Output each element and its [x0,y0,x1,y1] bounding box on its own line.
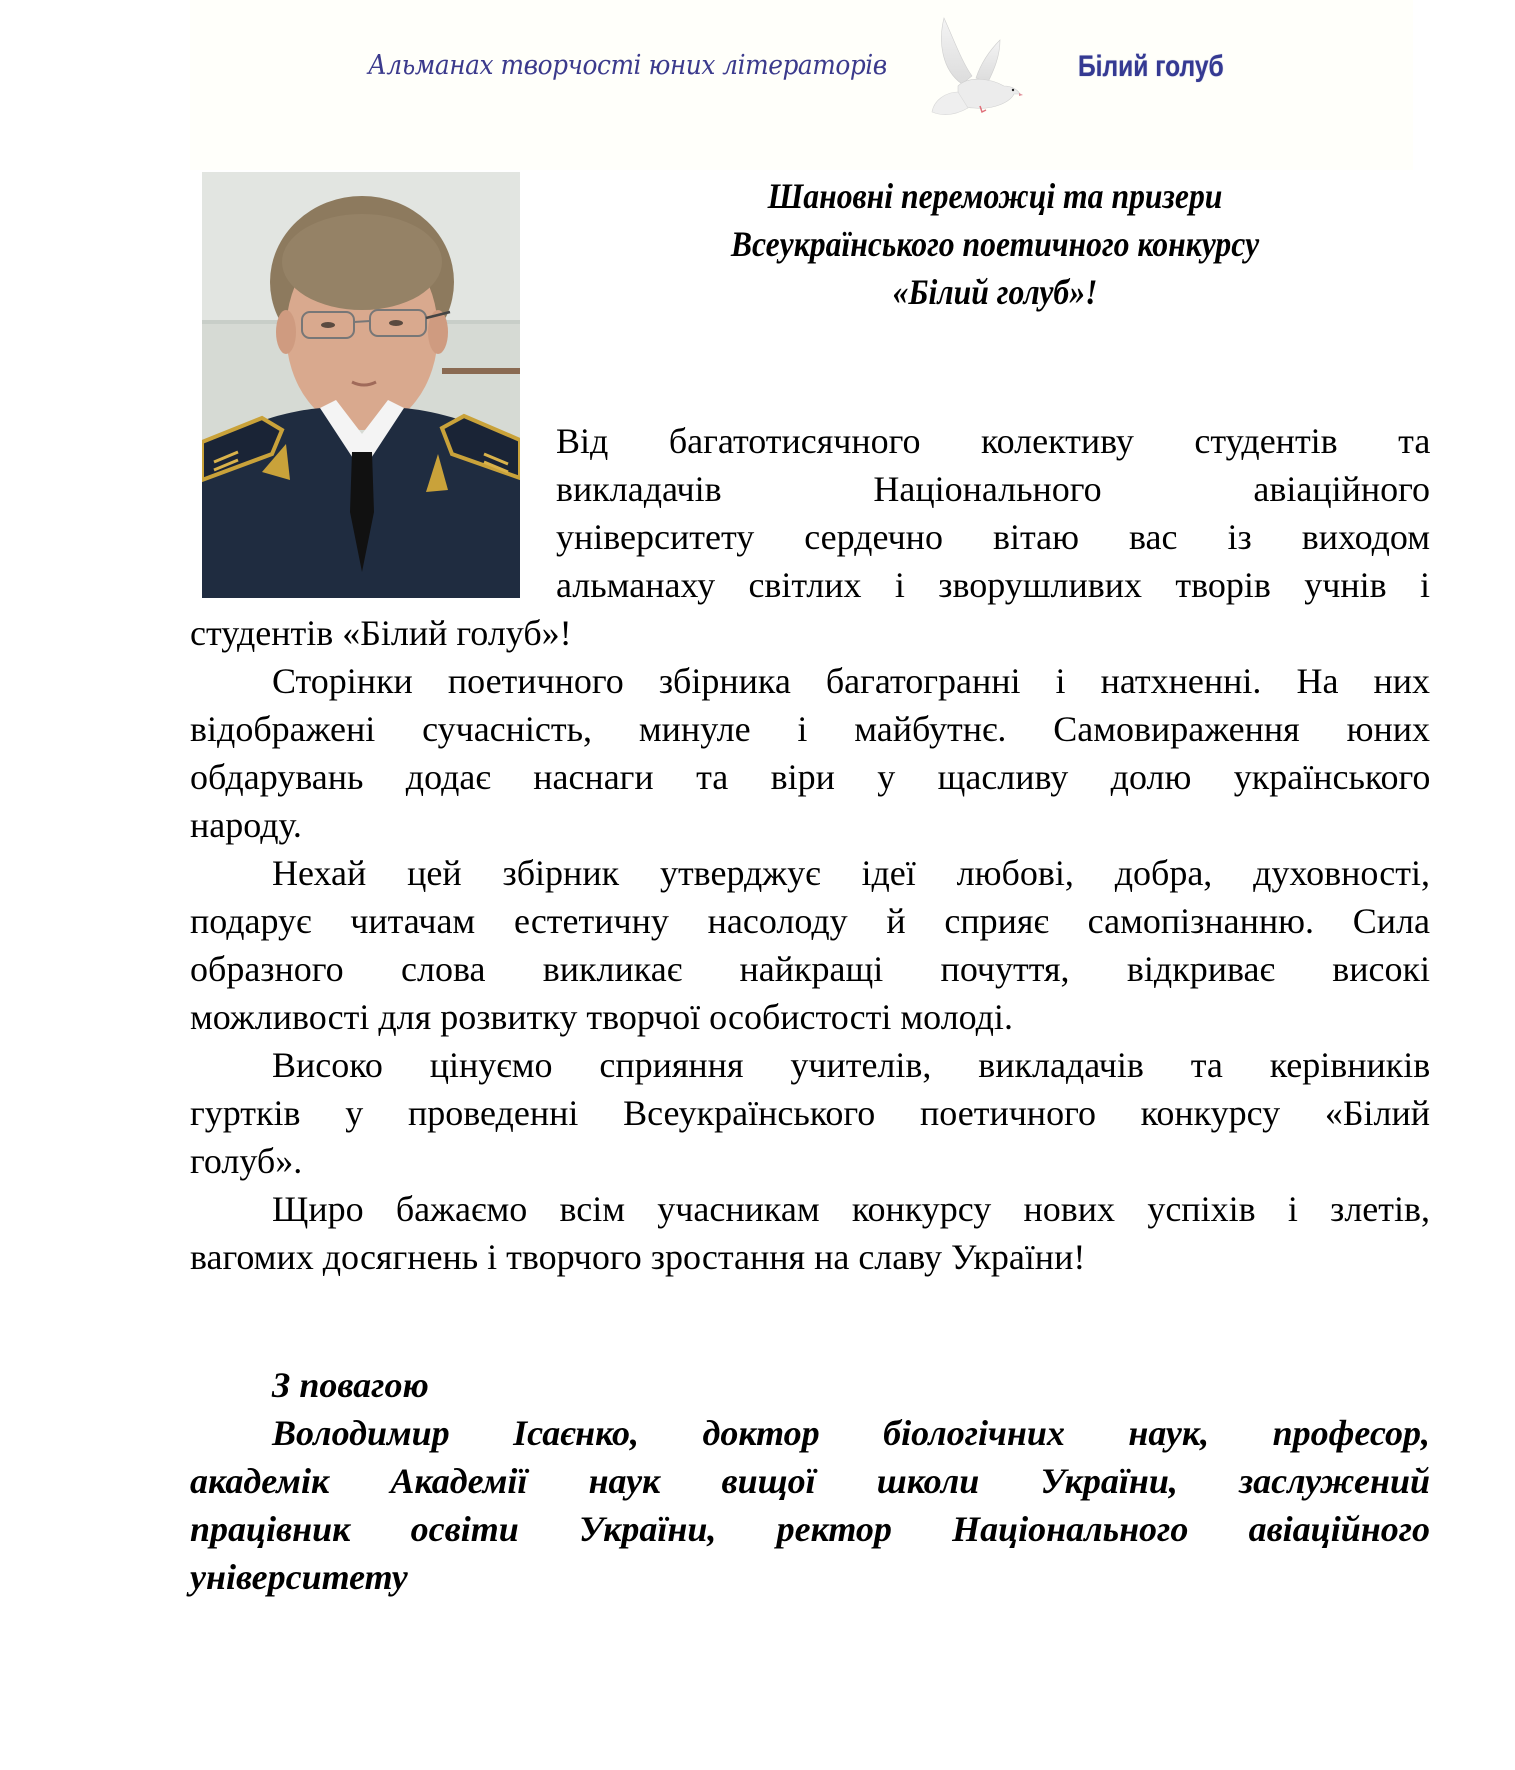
paragraph-line: Нехай цей збірник утверджує ідеї любові, добра, духовності, [272,853,1430,893]
letter-body [190,609,1430,1281]
almanac-title: Альманах творчості юних літераторів [368,50,887,81]
greeting-line: Шановні переможці та призери [767,176,1223,216]
paragraph-line: вагомих досягнень і творчого зростання на славу України! [190,1237,1086,1277]
dove-icon [928,12,1024,120]
paragraph-line: студентів «Білий голуб»! [190,613,572,653]
paragraph-line: народу. [190,805,302,845]
paragraph-line: Сторінки поетичного збірника багатогранні і натхненні. На них [272,661,1430,701]
signature-closing: З повагою [272,1365,429,1405]
signature-block [190,1361,1430,1601]
paragraph-line: Щиро бажаємо всім учасникам конкурсу нових успіхів і злетів, [272,1189,1430,1229]
header-band [190,0,1413,170]
paragraph-line: обдарувань додає наснаги та віри у щасливу долю українського [190,757,1431,797]
paragraph-line: альманаху світлих і зворушливих творів учнів і [556,565,1430,605]
signature-line: університету [190,1557,408,1597]
greeting-line: Всеукраїнського поетичного конкурсу [730,224,1260,264]
paragraph-line: відображені сучасність, минуле і майбутнє. Самовираження юних [190,709,1430,749]
signature-line: академік Академії наук вищої школи України, заслужений [190,1461,1430,1501]
intro-paragraph [556,417,1430,609]
paragraph-line: Високо цінуємо сприяння учителів, викладачів та керівників [272,1045,1431,1085]
paragraph-line: голуб». [190,1141,303,1181]
paragraph-line: образного слова викликає найкращі почуття, відкриває високі [190,949,1430,989]
paragraph-line: викладачів Національного авіаційного [556,469,1430,509]
portrait-photo [202,172,520,598]
greeting-heading [612,172,1378,316]
paragraph-line: подарує читачам естетичну насолоду й сприяє самопізнанню. Сила [190,901,1430,941]
signature-line: Володимир Ісаєнко, доктор біологічних наук, професор, [272,1413,1430,1453]
paragraph-line: університету сердечно вітаю вас із виходом [556,517,1430,557]
signature-line: працівник освіти України, ректор Національного авіаційного [190,1509,1430,1549]
paragraph-line: Від багатотисячного колективу студентів та [556,421,1431,461]
greeting-line: «Білий голуб»! [892,272,1098,312]
paragraph-line: гуртків у проведенні Всеукраїнського поетичного конкурсу «Білий [190,1093,1430,1133]
brand-title: Білий голуб [1078,50,1224,83]
paragraph-line: можливості для розвитку творчої особистості молоді. [190,997,1013,1037]
